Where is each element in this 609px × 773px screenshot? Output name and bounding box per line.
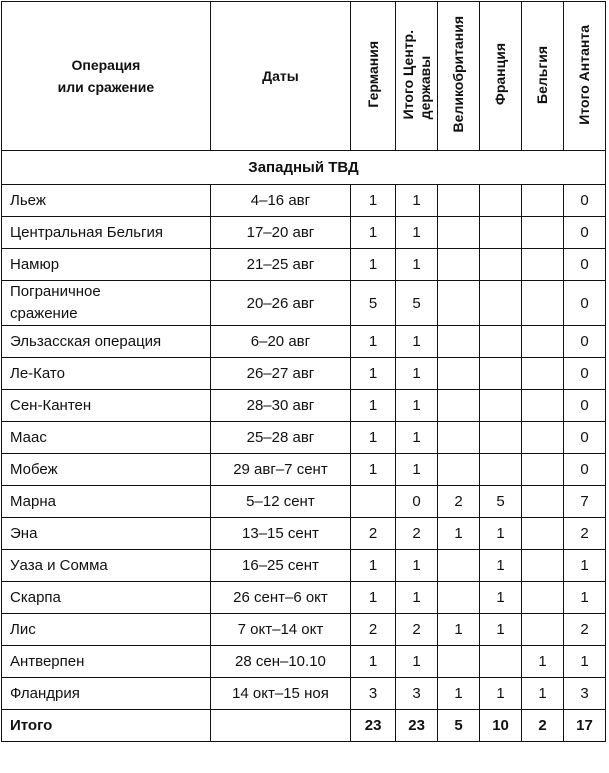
header-entente-total: Итого Антанта xyxy=(563,2,605,151)
total-value-gb: 5 xyxy=(438,710,480,742)
value-cell-gb xyxy=(438,390,480,422)
operation-cell: Ле-Като xyxy=(2,358,211,390)
value-cell-de: 1 xyxy=(351,646,396,678)
value-cell-de: 1 xyxy=(351,217,396,249)
operation-cell: Фландрия xyxy=(2,678,211,710)
value-cell-fr: 1 xyxy=(480,582,522,614)
total-value-ct: 23 xyxy=(396,710,438,742)
value-cell-et: 0 xyxy=(563,390,605,422)
value-cell-de: 2 xyxy=(351,614,396,646)
value-cell-be xyxy=(522,358,564,390)
value-cell-be xyxy=(522,185,564,217)
value-cell-et: 0 xyxy=(563,326,605,358)
value-cell-ct: 1 xyxy=(396,550,438,582)
header-france: Франция xyxy=(480,2,522,151)
value-cell-fr xyxy=(480,454,522,486)
value-cell-be xyxy=(522,281,564,326)
operation-cell: Центральная Бельгия xyxy=(2,217,211,249)
operation-cell: Антверпен xyxy=(2,646,211,678)
value-cell-ct: 5 xyxy=(396,281,438,326)
value-cell-et: 0 xyxy=(563,185,605,217)
value-cell-fr: 1 xyxy=(480,518,522,550)
value-cell-et: 3 xyxy=(563,678,605,710)
dates-cell: 26–27 авг xyxy=(210,358,350,390)
table-row xyxy=(2,454,606,486)
value-cell-fr: 5 xyxy=(480,486,522,518)
table-row xyxy=(2,217,606,249)
value-cell-gb xyxy=(438,358,480,390)
value-cell-be xyxy=(522,422,564,454)
value-cell-et: 0 xyxy=(563,281,605,326)
value-cell-ct: 1 xyxy=(396,582,438,614)
table-row xyxy=(2,614,606,646)
value-cell-de xyxy=(351,486,396,518)
dates-cell: 20–26 авг xyxy=(210,281,350,326)
value-cell-et: 0 xyxy=(563,217,605,249)
value-cell-gb: 1 xyxy=(438,518,480,550)
value-cell-ct: 0 xyxy=(396,486,438,518)
value-cell-gb xyxy=(438,582,480,614)
value-cell-fr xyxy=(480,646,522,678)
value-cell-gb xyxy=(438,281,480,326)
table-row xyxy=(2,422,606,454)
value-cell-fr xyxy=(480,390,522,422)
value-cell-de: 1 xyxy=(351,422,396,454)
value-cell-ct: 1 xyxy=(396,646,438,678)
value-cell-de: 1 xyxy=(351,185,396,217)
operation-cell: Маас xyxy=(2,422,211,454)
table-row xyxy=(2,646,606,678)
total-value-et: 17 xyxy=(563,710,605,742)
value-cell-de: 1 xyxy=(351,390,396,422)
value-cell-de: 1 xyxy=(351,249,396,281)
table-row xyxy=(2,518,606,550)
operation-cell: Лис xyxy=(2,614,211,646)
header-dates: Даты xyxy=(210,2,350,151)
value-cell-gb xyxy=(438,326,480,358)
table-row xyxy=(2,582,606,614)
header-germany: Германия xyxy=(351,2,396,151)
value-cell-gb xyxy=(438,185,480,217)
value-cell-ct: 1 xyxy=(396,454,438,486)
table-row xyxy=(2,390,606,422)
value-cell-de: 3 xyxy=(351,678,396,710)
value-cell-be: 1 xyxy=(522,646,564,678)
dates-cell: 13–15 сент xyxy=(210,518,350,550)
value-cell-et: 1 xyxy=(563,550,605,582)
value-cell-fr: 1 xyxy=(480,550,522,582)
value-cell-fr xyxy=(480,422,522,454)
dates-cell: 6–20 авг xyxy=(210,326,350,358)
header-britain: Великобритания xyxy=(438,2,480,151)
table-row xyxy=(2,281,606,326)
value-cell-de: 1 xyxy=(351,326,396,358)
value-cell-ct: 2 xyxy=(396,518,438,550)
table-row xyxy=(2,358,606,390)
value-cell-be xyxy=(522,582,564,614)
value-cell-be xyxy=(522,486,564,518)
total-label: Итого xyxy=(2,710,211,742)
operation-cell: Эна xyxy=(2,518,211,550)
dates-cell: 28 сен–10.10 xyxy=(210,646,350,678)
dates-cell: 5–12 сент xyxy=(210,486,350,518)
total-value-be: 2 xyxy=(522,710,564,742)
value-cell-gb xyxy=(438,454,480,486)
value-cell-ct: 1 xyxy=(396,326,438,358)
value-cell-de: 1 xyxy=(351,454,396,486)
dates-cell: 26 сент–6 окт xyxy=(210,582,350,614)
header-row xyxy=(2,2,606,151)
value-cell-fr xyxy=(480,326,522,358)
dates-cell: 14 окт–15 ноя xyxy=(210,678,350,710)
value-cell-fr xyxy=(480,217,522,249)
value-cell-et: 0 xyxy=(563,249,605,281)
value-cell-be xyxy=(522,326,564,358)
operation-cell: Льеж xyxy=(2,185,211,217)
operation-cell: Сен-Кантен xyxy=(2,390,211,422)
table-body xyxy=(2,185,606,742)
table-row xyxy=(2,185,606,217)
total-value-de: 23 xyxy=(351,710,396,742)
value-cell-fr xyxy=(480,281,522,326)
value-cell-ct: 3 xyxy=(396,678,438,710)
operation-cell: Скарпа xyxy=(2,582,211,614)
value-cell-de: 1 xyxy=(351,550,396,582)
value-cell-be xyxy=(522,390,564,422)
section-title: Западный ТВД xyxy=(2,151,606,185)
total-value-fr: 10 xyxy=(480,710,522,742)
value-cell-be xyxy=(522,217,564,249)
table-row xyxy=(2,678,606,710)
table-row xyxy=(2,550,606,582)
total-row xyxy=(2,710,606,742)
dates-cell: 4–16 авг xyxy=(210,185,350,217)
value-cell-ct: 1 xyxy=(396,358,438,390)
value-cell-ct: 1 xyxy=(396,390,438,422)
operation-cell: Намюр xyxy=(2,249,211,281)
value-cell-be xyxy=(522,249,564,281)
value-cell-de: 5 xyxy=(351,281,396,326)
value-cell-et: 7 xyxy=(563,486,605,518)
value-cell-ct: 2 xyxy=(396,614,438,646)
operation-cell: Мобеж xyxy=(2,454,211,486)
table-row xyxy=(2,326,606,358)
value-cell-gb xyxy=(438,249,480,281)
dates-cell: 17–20 авг xyxy=(210,217,350,249)
table-row xyxy=(2,486,606,518)
value-cell-de: 1 xyxy=(351,582,396,614)
operation-cell: Марна xyxy=(2,486,211,518)
value-cell-gb: 1 xyxy=(438,614,480,646)
value-cell-fr xyxy=(480,185,522,217)
value-cell-et: 0 xyxy=(563,454,605,486)
value-cell-et: 2 xyxy=(563,614,605,646)
value-cell-fr: 1 xyxy=(480,678,522,710)
value-cell-fr: 1 xyxy=(480,614,522,646)
dates-cell: 28–30 авг xyxy=(210,390,350,422)
value-cell-fr xyxy=(480,358,522,390)
value-cell-be xyxy=(522,518,564,550)
value-cell-gb: 2 xyxy=(438,486,480,518)
value-cell-be xyxy=(522,550,564,582)
operation-cell: Эльзасская операция xyxy=(2,326,211,358)
value-cell-be xyxy=(522,454,564,486)
operation-cell: Уаза и Сомма xyxy=(2,550,211,582)
value-cell-et: 2 xyxy=(563,518,605,550)
dates-cell: 29 авг–7 сент xyxy=(210,454,350,486)
value-cell-et: 0 xyxy=(563,358,605,390)
header-belgium: Бельгия xyxy=(522,2,564,151)
value-cell-et: 1 xyxy=(563,582,605,614)
value-cell-ct: 1 xyxy=(396,217,438,249)
value-cell-de: 1 xyxy=(351,358,396,390)
value-cell-et: 1 xyxy=(563,646,605,678)
value-cell-ct: 1 xyxy=(396,422,438,454)
operation-cell: Пограничное сражение xyxy=(2,281,211,326)
value-cell-ct: 1 xyxy=(396,249,438,281)
value-cell-gb xyxy=(438,550,480,582)
value-cell-ct: 1 xyxy=(396,185,438,217)
total-dates-cell xyxy=(210,710,350,742)
table-row xyxy=(2,249,606,281)
dates-cell: 7 окт–14 окт xyxy=(210,614,350,646)
header-central-total: Итого Центр. державы xyxy=(396,2,438,151)
battles-table xyxy=(1,1,606,742)
section-row xyxy=(2,151,606,185)
value-cell-be xyxy=(522,614,564,646)
dates-cell: 25–28 авг xyxy=(210,422,350,454)
value-cell-de: 2 xyxy=(351,518,396,550)
value-cell-fr xyxy=(480,249,522,281)
dates-cell: 16–25 сент xyxy=(210,550,350,582)
value-cell-et: 0 xyxy=(563,422,605,454)
value-cell-gb xyxy=(438,217,480,249)
dates-cell: 21–25 авг xyxy=(210,249,350,281)
value-cell-gb xyxy=(438,422,480,454)
header-operation: Операция или сражение xyxy=(2,2,211,151)
value-cell-be: 1 xyxy=(522,678,564,710)
value-cell-gb: 1 xyxy=(438,678,480,710)
value-cell-gb xyxy=(438,646,480,678)
